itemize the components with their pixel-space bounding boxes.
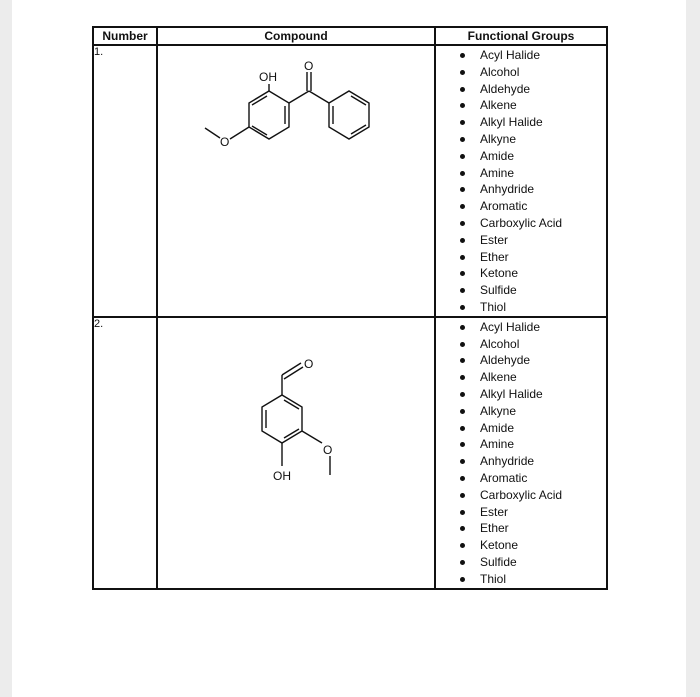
list-item: Ketone <box>458 537 606 554</box>
document-page <box>12 0 686 697</box>
list-item: Carboxylic Acid <box>458 215 606 232</box>
list-item: Anhydride <box>458 453 606 470</box>
carbonyl-oxygen-label: O <box>304 59 314 73</box>
header-row <box>93 27 607 45</box>
list-item: Aromatic <box>458 198 606 215</box>
table-row <box>93 45 607 317</box>
list-item: Ether <box>458 249 606 266</box>
list-item: Alkyl Halide <box>458 114 606 131</box>
list-item: Carboxylic Acid <box>458 487 606 504</box>
list-item: Ester <box>458 232 606 249</box>
list-item: Ether <box>458 520 606 537</box>
list-item: Thiol <box>458 571 606 588</box>
table-row <box>93 317 607 589</box>
list-item: Thiol <box>458 299 606 316</box>
list-item: Alkene <box>458 369 606 386</box>
compound-cell <box>157 45 435 317</box>
row-number: 1. <box>93 45 157 317</box>
list-item: Amine <box>458 165 606 182</box>
functional-groups-cell <box>435 45 607 317</box>
phenol-ring <box>249 91 289 139</box>
list-item: Aromatic <box>458 470 606 487</box>
list-item: Acyl Halide <box>458 47 606 64</box>
list-item: Alkyl Halide <box>458 386 606 403</box>
header-compound: Compound <box>157 27 435 45</box>
functional-groups-cell <box>435 317 607 589</box>
ether-oxygen-label: O <box>220 135 230 149</box>
list-item: Anhydride <box>458 181 606 198</box>
compound-1-structure <box>158 46 434 314</box>
list-item: Alkyne <box>458 403 606 420</box>
list-item: Aldehyde <box>458 81 606 98</box>
list-item: Amide <box>458 420 606 437</box>
compound-cell <box>157 317 435 589</box>
list-item: Ketone <box>458 265 606 282</box>
list-item: Alcohol <box>458 336 606 353</box>
oh-label: OH <box>259 70 277 84</box>
list-item: Sulfide <box>458 282 606 299</box>
list-item: Alcohol <box>458 64 606 81</box>
benzene-ring <box>329 91 369 139</box>
header-functional-groups: Functional Groups <box>435 27 607 45</box>
header-number: Number <box>93 27 157 45</box>
list-item: Aldehyde <box>458 352 606 369</box>
list-item: Sulfide <box>458 554 606 571</box>
benzene-ring <box>262 395 302 443</box>
oh-label: OH <box>273 468 291 483</box>
list-item: Alkyne <box>458 131 606 148</box>
list-item: Amide <box>458 148 606 165</box>
list-item: Alkene <box>458 97 606 114</box>
list-item: Ester <box>458 504 606 521</box>
functional-group-list <box>436 318 606 588</box>
list-item: Acyl Halide <box>458 319 606 336</box>
ether-oxygen-label: O <box>323 442 333 457</box>
compound-2-structure <box>158 318 434 586</box>
row-number: 2. <box>93 317 157 589</box>
functional-group-list <box>436 46 606 316</box>
functional-groups-table <box>92 26 608 590</box>
aldehyde-oxygen-label: O <box>304 356 314 371</box>
list-item: Amine <box>458 436 606 453</box>
